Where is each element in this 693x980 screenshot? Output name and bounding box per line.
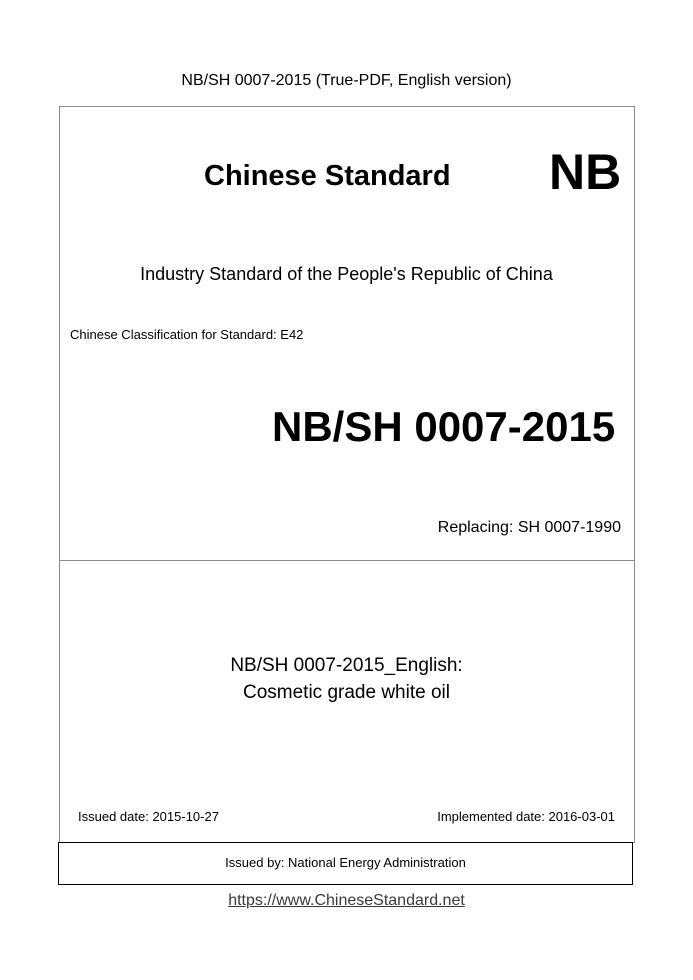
issuer-label: Issued by: National Energy Administration — [225, 855, 466, 870]
standard-category-mark: NB — [549, 144, 622, 200]
page-header: NB/SH 0007-2015 (True-PDF, English version) — [181, 72, 512, 89]
issuer-box — [58, 842, 633, 885]
issued-date: Issued date: 2015-10-27 — [78, 809, 219, 824]
replacing-label: Replacing: SH 0007-1990 — [437, 519, 621, 536]
cover-title: Chinese Standard — [204, 160, 451, 192]
industry-standard-line: Industry Standard of the People's Republic of China — [140, 264, 553, 284]
website-link[interactable]: https://www.ChineseStandard.net — [228, 892, 465, 909]
document-title-line-2: Cosmetic grade white oil — [243, 682, 450, 703]
document-title — [0, 652, 693, 706]
document-title-line-1: NB/SH 0007-2015_English: — [230, 655, 463, 676]
standard-number: NB/SH 0007-2015 — [272, 403, 616, 450]
classification-label: Chinese Classification for Standard: E42 — [70, 327, 304, 342]
implemented-date: Implemented date: 2016-03-01 — [437, 809, 615, 824]
